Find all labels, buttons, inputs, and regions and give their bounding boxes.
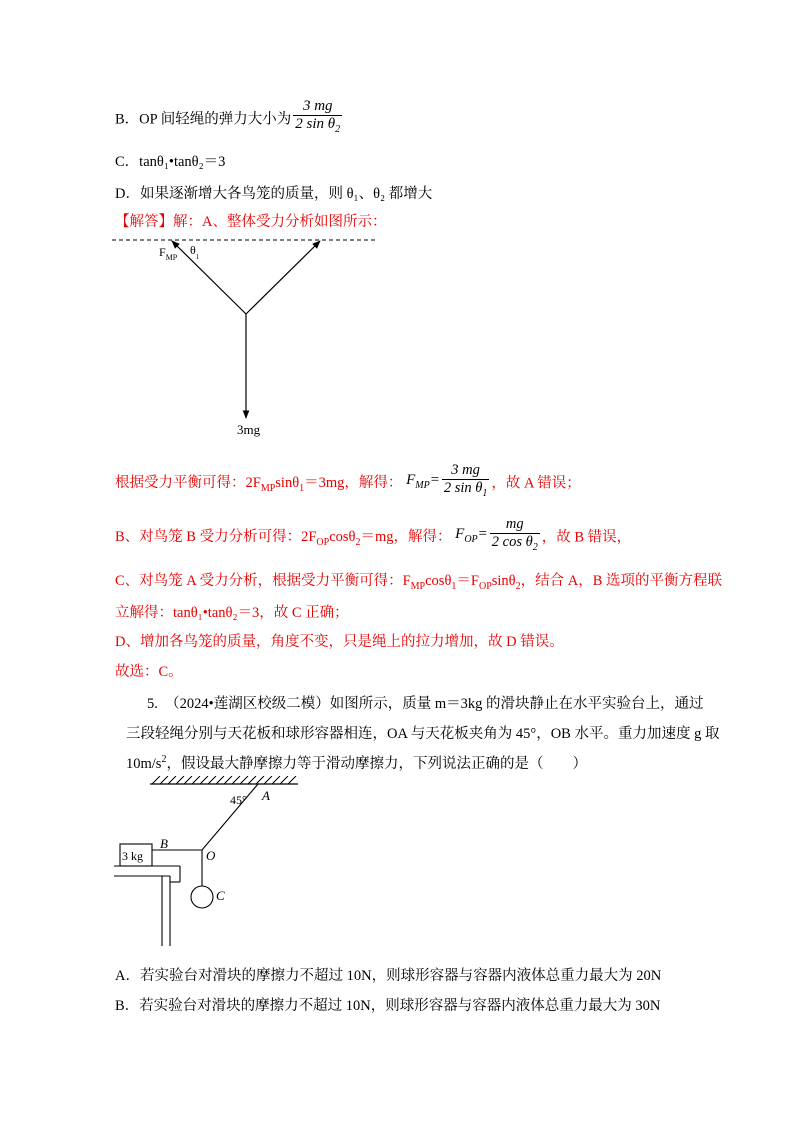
answer-line-d: D、增加各鸟笼的质量，角度不变，只是绳上的拉力增加，故 D 错误。 — [115, 634, 564, 650]
answer-line-a: 根据受力平衡可得：$2F_{MP}\sin\theta_1=3mg$，解得： $F_{MP}=$ $\frac{3 mg}{2 \sin \theta_1}$ ，故 A 错误； — [115, 462, 581, 502]
ceiling-hatch — [152, 776, 296, 784]
fmp-fraction: $\frac{3 mg}{2 \sin \theta_1}$ — [443, 462, 488, 499]
answer-conclusion: 故选：C。 — [115, 664, 183, 680]
table — [114, 866, 180, 946]
option-b-fraction — [293, 98, 342, 138]
answer-tag: 【解答】 — [115, 214, 173, 230]
option-d: D．如果逐渐增大各鸟笼的质量，则 θ₁、θ₂ 都增大 — [115, 186, 433, 202]
block-label: 3 kg — [122, 849, 143, 863]
theta1-label: $\theta_1$ — [190, 243, 200, 261]
answer-line-c1: C、对鸟笼 A 受力分析，根据受力平衡可得：$F_{MP}\cos\theta_1=F_{OP}\sin\theta_2$，结合 A，B 选项的平衡方程联 — [115, 573, 723, 592]
fop-fraction: $\frac{mg}{2 \cos \theta_2}$ — [491, 516, 538, 553]
q5-line-2: 三段轻绳分别与天花板和球形容器相连，OA 与天花板夹角为 45°，OB 水平。重力加速度 g 取 — [126, 726, 720, 742]
force-op-arrow — [246, 241, 320, 314]
q5-line-3: $10m/s^2$，假设最大静摩擦力等于滑动摩擦力，下列说法正确的是（ ） — [126, 754, 587, 772]
label-b: B — [160, 836, 168, 851]
answer-intro-text: 解：A、整体受力分析如图所示： — [173, 214, 387, 230]
answer-line-b: B、对鸟笼 B 受力分析可得：$2F_{OP}\cos\theta_2=mg$，解得： $F_{OP}=$ $\frac{mg}{2 \cos \theta_2}$ ，故 B 错误， — [115, 516, 631, 556]
force-mp-arrow — [172, 241, 246, 314]
q5-option-b: B．若实验台对滑块的摩擦力不超过 10N，则球形容器与容器内液体总重力最大为 30N — [115, 998, 661, 1014]
q5-line-1: 5. （2024•莲湖区校级二模）如图所示，质量 m＝3kg 的滑块静止在水平实验台上，通过 — [147, 696, 704, 712]
label-c: C — [216, 888, 225, 903]
fraction-denominator: 2 $\sin \theta_2$ — [295, 116, 341, 135]
label-o: O — [206, 848, 216, 863]
label-angle: 45° — [230, 793, 247, 807]
q5-option-a: A．若实验台对滑块的摩擦力不超过 10N，则球形容器与容器内液体总重力最大为 20N — [115, 968, 662, 984]
force-mp-label: $F_{MP}$ — [159, 245, 178, 262]
option-b-prefix: B．OP 间轻绳的弹力大小为 — [115, 111, 292, 128]
sphere-container — [191, 886, 213, 908]
q5-diagram — [108, 776, 338, 952]
label-a: A — [262, 788, 270, 803]
option-b — [115, 98, 344, 138]
option-c: C．tanθ₁•tanθ₂＝3 — [115, 154, 226, 170]
answer-line-c2: 立解得：tanθ₁•tanθ₂＝3，故 C 正确； — [115, 605, 349, 621]
weight-label: 3mg — [237, 422, 261, 437]
force-diagram — [110, 228, 380, 440]
fraction-numerator: 3 mg — [293, 98, 342, 116]
